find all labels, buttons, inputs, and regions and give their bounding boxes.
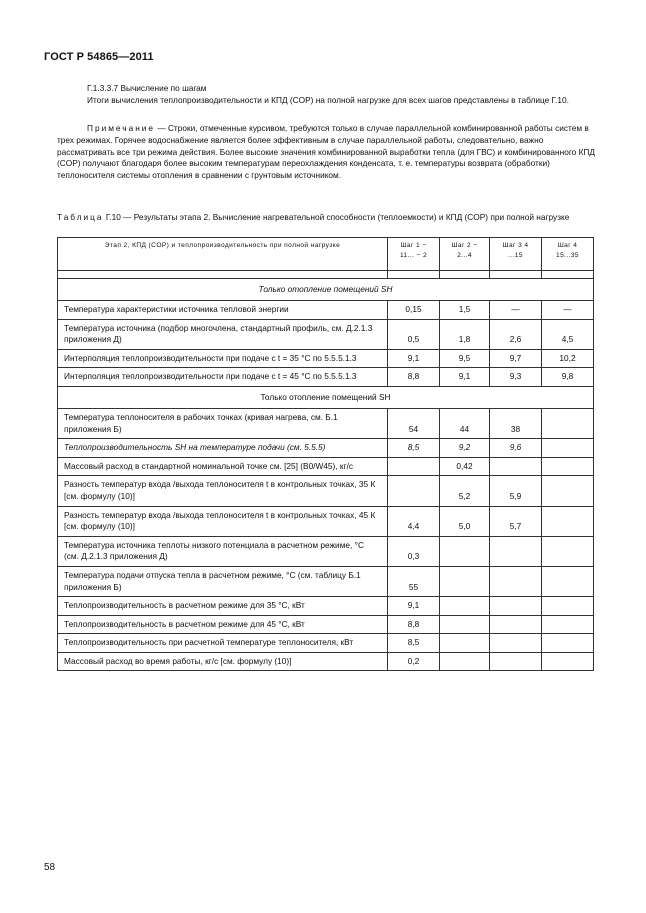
row-label: Теплопроизводительность в расчетном режиме для 45 °С, кВт <box>58 615 388 634</box>
table-row <box>58 615 594 634</box>
note-text: — Строки, отмеченные курсивом, требуются только в случае параллельной комбинированной работы систем в трех режимах. Горячее водоснабжение является более эффективным в случае параллельной работы, следовательно, важно рассматривать все три режима действия. Более высокие значения комбинированной выработки тепла (для ГВС) и комбинированного КПД (COP) получают благодаря более высоким температурам переохлаждения конденсата, т. е. температуры возврата (обработки) теплоносителя системы отопления в сравнении с грунтовым источником. <box>57 123 595 181</box>
step-4-value <box>542 506 594 536</box>
table-row <box>58 652 594 671</box>
step-3-value <box>490 457 542 476</box>
table-row <box>58 597 594 616</box>
step-1-value: 0,2 <box>388 652 440 671</box>
step-3-value <box>490 566 542 596</box>
table-caption <box>57 212 602 224</box>
step-2-value: 1,5 <box>440 301 490 320</box>
page-number: 58 <box>44 862 56 873</box>
document-header: ГОСТ Р 54865—2011 <box>44 51 154 63</box>
step-2-value <box>440 597 490 616</box>
table-row <box>58 536 594 566</box>
caption-text: Г.10 — Результаты этапа 2. Вычисление нагревательной способности (теплоемкости) и КПД (COP) при полной нагрузке <box>103 212 570 222</box>
step-2-value <box>440 536 490 566</box>
step-2-value <box>440 652 490 671</box>
step-4-value <box>542 615 594 634</box>
row-label: Температура источника (подбор многочлена, стандартный профиль, см. Д.2.1.3 приложения Д) <box>58 319 388 349</box>
step-1-value: 8,5 <box>388 439 440 458</box>
step-4-value: 10,2 <box>542 349 594 368</box>
step-1-value: 4,4 <box>388 506 440 536</box>
step-2-value: 9,2 <box>440 439 490 458</box>
table-row <box>58 319 594 349</box>
step-3-value: 9,3 <box>490 368 542 387</box>
row-label: Теплопроизводительность SH на температуре подачи (см. 5.5.5) <box>58 439 388 458</box>
step-2-value: 5,0 <box>440 506 490 536</box>
section-title-space-heating-2: Только отопление помещений SH <box>58 386 594 408</box>
header-spacer-row <box>58 271 594 279</box>
table-row <box>58 301 594 320</box>
note-label: Примечание <box>87 123 156 133</box>
row-label: Разность температур входа /выхода теплоносителя t в контрольных точках, 45 К [см. формулу (10)] <box>58 506 388 536</box>
row-label: Температура теплоносителя в рабочих точках (кривая нагрева, см. Б.1 приложения Б) <box>58 408 388 438</box>
step-3-value: 38 <box>490 408 542 438</box>
step-1-value: 54 <box>388 408 440 438</box>
step-3-value <box>490 652 542 671</box>
step-4-value <box>542 652 594 671</box>
table-header-row <box>58 238 594 271</box>
table-row <box>58 349 594 368</box>
step-1-value: 8,8 <box>388 368 440 387</box>
step-4-value <box>542 634 594 653</box>
step-2-value: 9,5 <box>440 349 490 368</box>
step-2-value: 44 <box>440 408 490 438</box>
step-3-value: 2,6 <box>490 319 542 349</box>
row-label: Теплопроизводительность в расчетном режиме для 35 °С, кВт <box>58 597 388 616</box>
header-step-1: Шаг 1 − 11... − 2 <box>388 238 440 271</box>
table-row <box>58 457 594 476</box>
step-4-value: — <box>542 301 594 320</box>
step-4-value: 9,8 <box>542 368 594 387</box>
step-2-value: 1,8 <box>440 319 490 349</box>
step-3-value: 5,9 <box>490 476 542 506</box>
step-4-value <box>542 439 594 458</box>
section-title-space-heating: Только отопление помещений SH <box>58 279 594 301</box>
step-3-value <box>490 615 542 634</box>
step-1-value: 8,5 <box>388 634 440 653</box>
step-3-value <box>490 536 542 566</box>
note-paragraph <box>57 123 602 182</box>
step-3-value: 9,7 <box>490 349 542 368</box>
table-row <box>58 439 594 458</box>
step-2-value: 9,1 <box>440 368 490 387</box>
step-4-value <box>542 457 594 476</box>
caption-label: Таблица <box>57 212 104 222</box>
step-1-value: 0,5 <box>388 319 440 349</box>
step-1-value <box>388 457 440 476</box>
intro-paragraph <box>57 95 602 107</box>
section-heading: Г.1.3.3.7 Вычисление по шагам <box>87 83 207 93</box>
step-2-value <box>440 566 490 596</box>
step-4-value <box>542 597 594 616</box>
section-row <box>58 386 594 408</box>
row-label: Интерполяция теплопроизводительности при подаче с t = 35 °С по 5.5.5.1.3 <box>58 349 388 368</box>
row-label: Температура характеристики источника тепловой энергии <box>58 301 388 320</box>
header-step-2: Шаг 2 − 2...4 <box>440 238 490 271</box>
step-1-value: 0,3 <box>388 536 440 566</box>
step-2-value: 0,42 <box>440 457 490 476</box>
step-3-value <box>490 634 542 653</box>
row-label: Массовый расход в стандартной номинальной точке см. [25] (B0/W45), кг/с <box>58 457 388 476</box>
results-table <box>57 237 594 671</box>
step-2-value <box>440 634 490 653</box>
table-row <box>58 408 594 438</box>
step-3-value: 9,6 <box>490 439 542 458</box>
step-3-value <box>490 597 542 616</box>
step-1-value <box>388 476 440 506</box>
step-1-value: 8,8 <box>388 615 440 634</box>
section-row <box>58 279 594 301</box>
row-label: Температура источника теплоты низкого потенциала в расчетном режиме, °С (см. Д.2.1.3 приложения Д) <box>58 536 388 566</box>
table-row <box>58 506 594 536</box>
step-1-value: 55 <box>388 566 440 596</box>
step-4-value <box>542 476 594 506</box>
step-2-value: 5,2 <box>440 476 490 506</box>
row-label: Теплопроизводительность при расчетной температуре теплоносителя, кВт <box>58 634 388 653</box>
row-label: Температура подачи отпуска тепла в расчетном режиме, °С (см. таблицу Б.1 приложения Б) <box>58 566 388 596</box>
step-4-value <box>542 566 594 596</box>
header-stage: Этап 2, КПД (COP) и теплопроизводительность при полной нагрузке <box>58 238 388 271</box>
table-row <box>58 476 594 506</box>
step-4-value: 4,5 <box>542 319 594 349</box>
table-row <box>58 634 594 653</box>
step-2-value <box>440 615 490 634</box>
step-3-value: 5,7 <box>490 506 542 536</box>
row-label: Интерполяция теплопроизводительности при подаче с t = 45 °С по 5.5.5.1.3 <box>58 368 388 387</box>
table-row <box>58 566 594 596</box>
table-row <box>58 368 594 387</box>
step-1-value: 0,15 <box>388 301 440 320</box>
intro-text: Итоги вычисления теплопроизводительности и КПД (COP) на полной нагрузке для всех шагов представлены в таблице Г.10. <box>87 95 569 105</box>
row-label: Разность температур входа /выхода теплоносителя t в контрольных точках, 35 К [см. формулу (10)] <box>58 476 388 506</box>
step-4-value <box>542 408 594 438</box>
step-4-value <box>542 536 594 566</box>
step-1-value: 9,1 <box>388 597 440 616</box>
header-step-3: Шаг 3 4 ...15 <box>490 238 542 271</box>
header-step-4: Шаг 4 15...35 <box>542 238 594 271</box>
step-1-value: 9,1 <box>388 349 440 368</box>
step-3-value: — <box>490 301 542 320</box>
row-label: Массовый расход во время работы, кг/с [см. формулу (10)] <box>58 652 388 671</box>
